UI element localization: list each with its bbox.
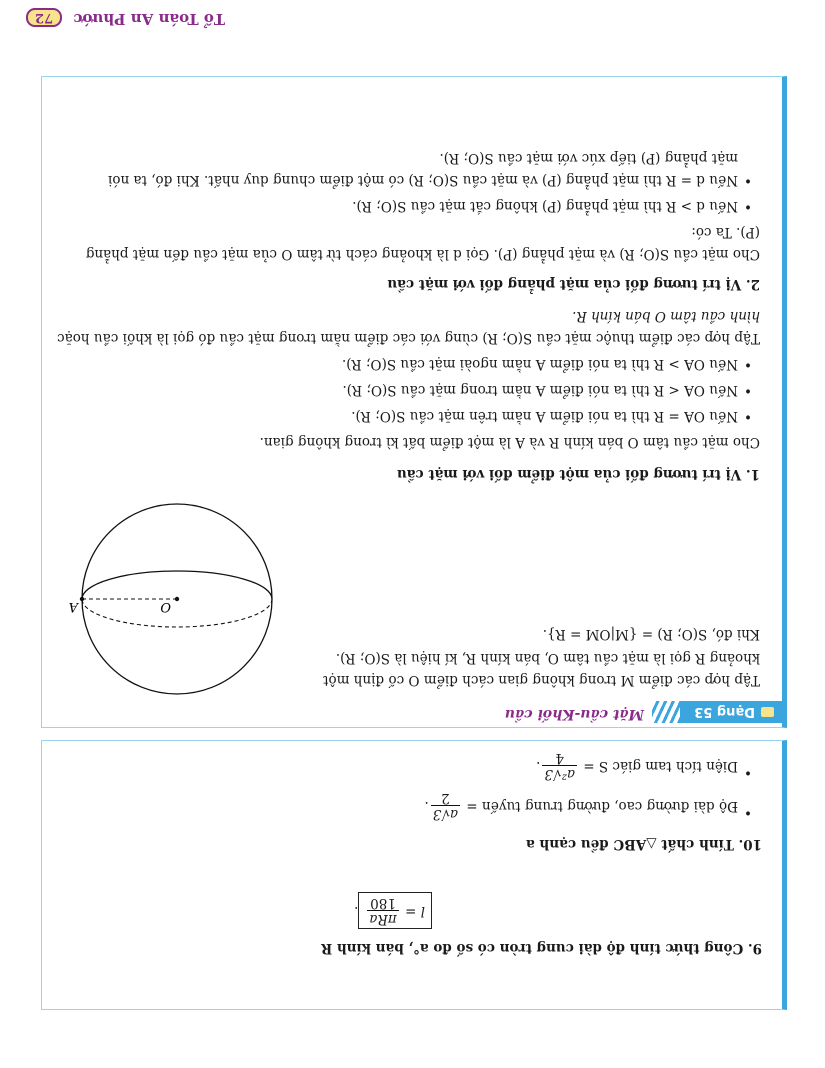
point-a-label: A bbox=[68, 599, 78, 614]
point-a bbox=[80, 597, 84, 601]
center-point bbox=[175, 597, 179, 601]
section-title: Mặt cầu-Khối cầu bbox=[504, 706, 644, 722]
page-number-badge: 72 bbox=[26, 8, 62, 27]
intro-line-3: Khi đó, S(O; R) = {M|OM = R}. bbox=[542, 626, 760, 642]
folder-icon bbox=[761, 707, 774, 717]
item10-bullet-height: • Độ dài đường cao, đường trung tuyến = a√3 2 . bbox=[424, 790, 738, 821]
formula-box bbox=[41, 740, 787, 1010]
equator-back bbox=[82, 599, 272, 627]
part2-title: 2. Vị trí tương đối của mặt phẳng đối với mặt cầu bbox=[387, 276, 760, 292]
part1-intro: Cho mặt cầu tâm O bán kính R và A là một điểm bất kì trong không gian. bbox=[259, 434, 760, 450]
tag-stripes bbox=[652, 701, 688, 723]
part2-intro-1: Cho mặt cầu S(O; R) và mặt phẳng (P). Gọi d là khoảng cách từ tâm O của mặt cầu đến mặt phẳng bbox=[85, 246, 760, 262]
part1-title: 1. Vị trí tương đối của một điểm đối với mặt cầu bbox=[396, 466, 760, 482]
intro-line-1: Tập hợp các điểm M trong không gian cách điểm O cố định một bbox=[323, 672, 760, 688]
part1-paragraph-1: Tập hợp các điểm thuộc mặt cầu S(O; R) cùng với các điểm nằm trong mặt cầu đó gọi là khối cầu hoặc bbox=[57, 330, 760, 346]
part1-bullet-on: • Nếu OA = R thì ta nói điểm A nằm trên mặt cầu S(O; R). bbox=[351, 407, 738, 425]
item9-title: 9. Công thức tính độ dài cung tròn có số đo a°, bán kính R bbox=[321, 940, 762, 956]
part2-bullet-tangent: • Nếu d = R thì mặt phẳng (P) và mặt cầu S(O; R) có một điểm chung duy nhất. Khi đó, ta nói bbox=[108, 171, 738, 189]
part2-bullet-no-intersect: • Nếu d > R thì mặt phẳng (P) không cắt mặt cầu S(O; R). bbox=[352, 197, 738, 215]
part1-bullet-inside: • Nếu OA < R thì ta nói điểm A nằm trong mặt cầu S(O; R). bbox=[342, 381, 738, 399]
sphere-figure bbox=[68, 497, 282, 697]
intro-line-2: khoảng R gọi là mặt cầu tâm O, bán kính R, kí hiệu là S(O; R). bbox=[335, 650, 760, 666]
equator-front bbox=[82, 571, 272, 599]
center-label: O bbox=[160, 599, 171, 614]
arc-length-formula: l = πRa 180 bbox=[358, 892, 432, 929]
part2-bullet-tangent-cont: mặt phẳng (P) tiếp xúc với mặt cầu S(O; R). bbox=[439, 150, 738, 166]
header-title: Tổ Toán An Phước bbox=[73, 10, 225, 28]
section-box bbox=[41, 76, 787, 728]
item10-title: 10. Tính chất △ABC đều cạnh a bbox=[526, 836, 762, 852]
part2-intro-2: (P). Ta có: bbox=[691, 224, 760, 240]
item10-bullet-area: • Diện tích tam giác S = a²√3 4 . bbox=[536, 750, 738, 781]
page-header bbox=[26, 8, 225, 28]
section-tag bbox=[680, 701, 782, 723]
item9-formula: l = πRa 180 . bbox=[354, 892, 432, 929]
part1-bullet-outside: • Nếu OA > R thì ta nói điểm A nằm ngoài mặt cầu S(O; R). bbox=[342, 355, 738, 373]
part1-paragraph-2: hình cầu tâm O bán kính R. bbox=[572, 308, 760, 324]
section-tag-label: Dạng 53 bbox=[694, 704, 755, 720]
